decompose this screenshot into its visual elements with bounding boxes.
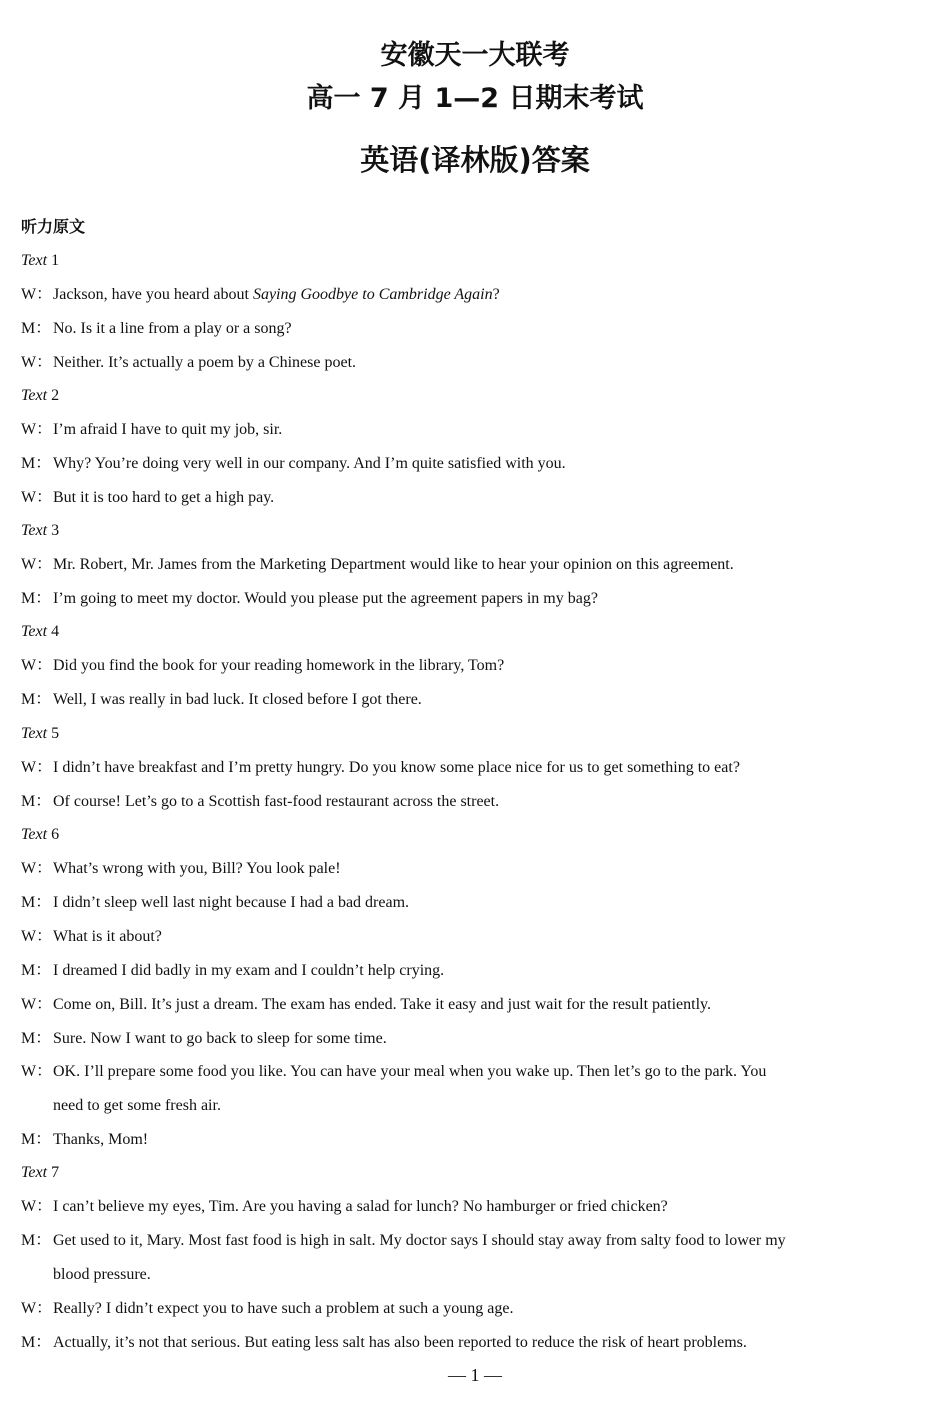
text-section-label — [21, 520, 59, 542]
text-label-number: 6 — [47, 826, 60, 843]
speaker-tag: W： — [21, 489, 53, 506]
speaker-tag: M： — [21, 455, 52, 472]
dialogue-text: I’m going to meet my doctor. Would you please put the agreement papers in my bag? — [53, 590, 598, 607]
text-label-word: Text — [21, 725, 48, 742]
dialogue-line — [21, 1129, 148, 1151]
dialogue-text: What is it about? — [53, 928, 162, 945]
dialogue-text: Did you find the book for your reading homework in the library, Tom? — [53, 657, 505, 674]
text-section-label — [21, 385, 59, 407]
speaker-tag: M： — [21, 590, 52, 607]
text-label-number: 5 — [47, 725, 60, 742]
dialogue-line — [21, 352, 356, 374]
speaker-tag: M： — [21, 1334, 52, 1351]
dialogue-line — [21, 994, 711, 1016]
speaker-tag: W： — [21, 286, 53, 303]
speaker-tag: M： — [21, 894, 52, 911]
poem-title: Saying Goodbye to Cambridge Again — [252, 286, 493, 303]
speaker-tag: M： — [21, 691, 52, 708]
text-section-label — [21, 1162, 59, 1184]
dialogue-line — [21, 453, 566, 475]
text-label-word: Text — [21, 623, 48, 640]
dialogue-line — [21, 554, 734, 576]
exam-date-title: 高一 7 月 1—2 日期末考试 — [306, 83, 644, 114]
text-label-number: 1 — [47, 252, 60, 269]
speaker-tag: W： — [21, 759, 53, 776]
dialogue-line — [21, 318, 292, 340]
dialogue-text: No. Is it a line from a play or a song? — [53, 320, 292, 337]
dialogue-line — [21, 858, 341, 880]
text-label-number: 2 — [47, 387, 60, 404]
speaker-tag: M： — [21, 320, 52, 337]
dialogue-text: I didn’t sleep well last night because I had a bad dream. — [53, 894, 410, 911]
dialogue-line — [21, 1230, 786, 1252]
dialogue-line — [21, 926, 162, 948]
dialogue-text: Mr. Robert, Mr. James from the Marketing Department would like to hear your opinion on this agreement. — [53, 556, 734, 573]
text-section-label — [21, 250, 59, 272]
dialogue-text: Thanks, Mom! — [53, 1131, 149, 1148]
speaker-tag: W： — [21, 996, 53, 1013]
text-label-number: 4 — [47, 623, 60, 640]
speaker-tag: W： — [21, 556, 53, 573]
dialogue-line — [21, 1061, 766, 1083]
text-label-word: Text — [21, 826, 48, 843]
dialogue-text: Of course! Let’s go to a Scottish fast-food restaurant across the street. — [53, 793, 500, 810]
dialogue-line-continuation: blood pressure. — [53, 1266, 151, 1283]
dialogue-line — [21, 960, 444, 982]
dialogue-text: Sure. Now I want to go back to sleep for some time. — [53, 1030, 387, 1047]
dialogue-line — [21, 1332, 747, 1354]
exam-organizer-title: 安徽天一大联考 — [380, 40, 570, 71]
text-label-number: 3 — [47, 522, 60, 539]
page-number: — 1 — — [448, 1365, 502, 1385]
dialogue-line — [21, 757, 740, 779]
dialogue-text: But it is too hard to get a high pay. — [53, 489, 275, 506]
dialogue-text: I dreamed I did badly in my exam and I couldn’t help crying. — [53, 962, 445, 979]
dialogue-line — [21, 655, 504, 677]
dialogue-line — [21, 284, 500, 306]
dialogue-line-continuation: need to get some fresh air. — [53, 1097, 221, 1114]
speaker-tag: W： — [21, 1063, 53, 1080]
dialogue-text: Come on, Bill. It’s just a dream. The exam has ended. Take it easy and just wait for the result patiently. — [53, 996, 711, 1013]
listening-transcript-heading: 听力原文 — [21, 217, 86, 236]
speaker-tag: W： — [21, 1300, 53, 1317]
speaker-tag: M： — [21, 962, 52, 979]
dialogue-text: Well, I was really in bad luck. It closed before I got there. — [53, 691, 422, 708]
dialogue-line — [21, 1196, 668, 1218]
speaker-tag: W： — [21, 354, 53, 371]
text-label-word: Text — [21, 387, 48, 404]
dialogue-text: I’m afraid I have to quit my job, sir. — [53, 421, 283, 438]
speaker-tag: M： — [21, 1030, 52, 1047]
dialogue-line — [21, 892, 409, 914]
dialogue-line — [21, 791, 499, 813]
dialogue-line — [21, 1028, 387, 1050]
dialogue-text: I didn’t have breakfast and I’m pretty hungry. Do you know some place nice for us to get something to eat? — [53, 759, 740, 776]
dialogue-line — [21, 588, 598, 610]
speaker-tag: W： — [21, 421, 53, 438]
subject-answer-title: 英语(译林版)答案 — [360, 143, 590, 177]
dialogue-text: Get used to it, Mary. Most fast food is high in salt. My doctor says I should stay away from salty food to lower my — [53, 1232, 786, 1249]
speaker-tag: M： — [21, 1232, 52, 1249]
dialogue-text: Jackson, have you heard about Saying Goodbye to Cambridge Again? — [53, 286, 500, 303]
dialogue-line — [21, 487, 274, 509]
dialogue-line — [21, 689, 422, 711]
dialogue-text: Neither. It’s actually a poem by a Chinese poet. — [53, 354, 357, 371]
text-section-label — [21, 723, 59, 745]
text-label-word: Text — [21, 522, 48, 539]
dialogue-text: Why? You’re doing very well in our company. And I’m quite satisfied with you. — [53, 455, 566, 472]
speaker-tag: W： — [21, 928, 53, 945]
speaker-tag: M： — [21, 1131, 52, 1148]
text-label-word: Text — [21, 252, 48, 269]
dialogue-text: Actually, it’s not that serious. But eating less salt has also been reported to reduce the risk of heart problems. — [53, 1334, 747, 1351]
speaker-tag: W： — [21, 1198, 53, 1215]
dialogue-text: Really? I didn’t expect you to have such a problem at such a young age. — [53, 1300, 514, 1317]
text-label-word: Text — [21, 1164, 48, 1181]
dialogue-line — [21, 419, 282, 441]
speaker-tag: M： — [21, 793, 52, 810]
dialogue-text: What’s wrong with you, Bill? You look pale! — [53, 860, 341, 877]
speaker-tag: W： — [21, 657, 53, 674]
dialogue-text: I can’t believe my eyes, Tim. Are you having a salad for lunch? No hamburger or fried chicken? — [53, 1198, 668, 1215]
text-section-label — [21, 824, 59, 846]
text-section-label — [21, 621, 59, 643]
text-label-number: 7 — [47, 1164, 60, 1181]
speaker-tag: W： — [21, 860, 53, 877]
dialogue-text: OK. I’ll prepare some food you like. You can have your meal when you wake up. Then let’s go to the park. You — [53, 1063, 767, 1080]
dialogue-line — [21, 1298, 513, 1320]
